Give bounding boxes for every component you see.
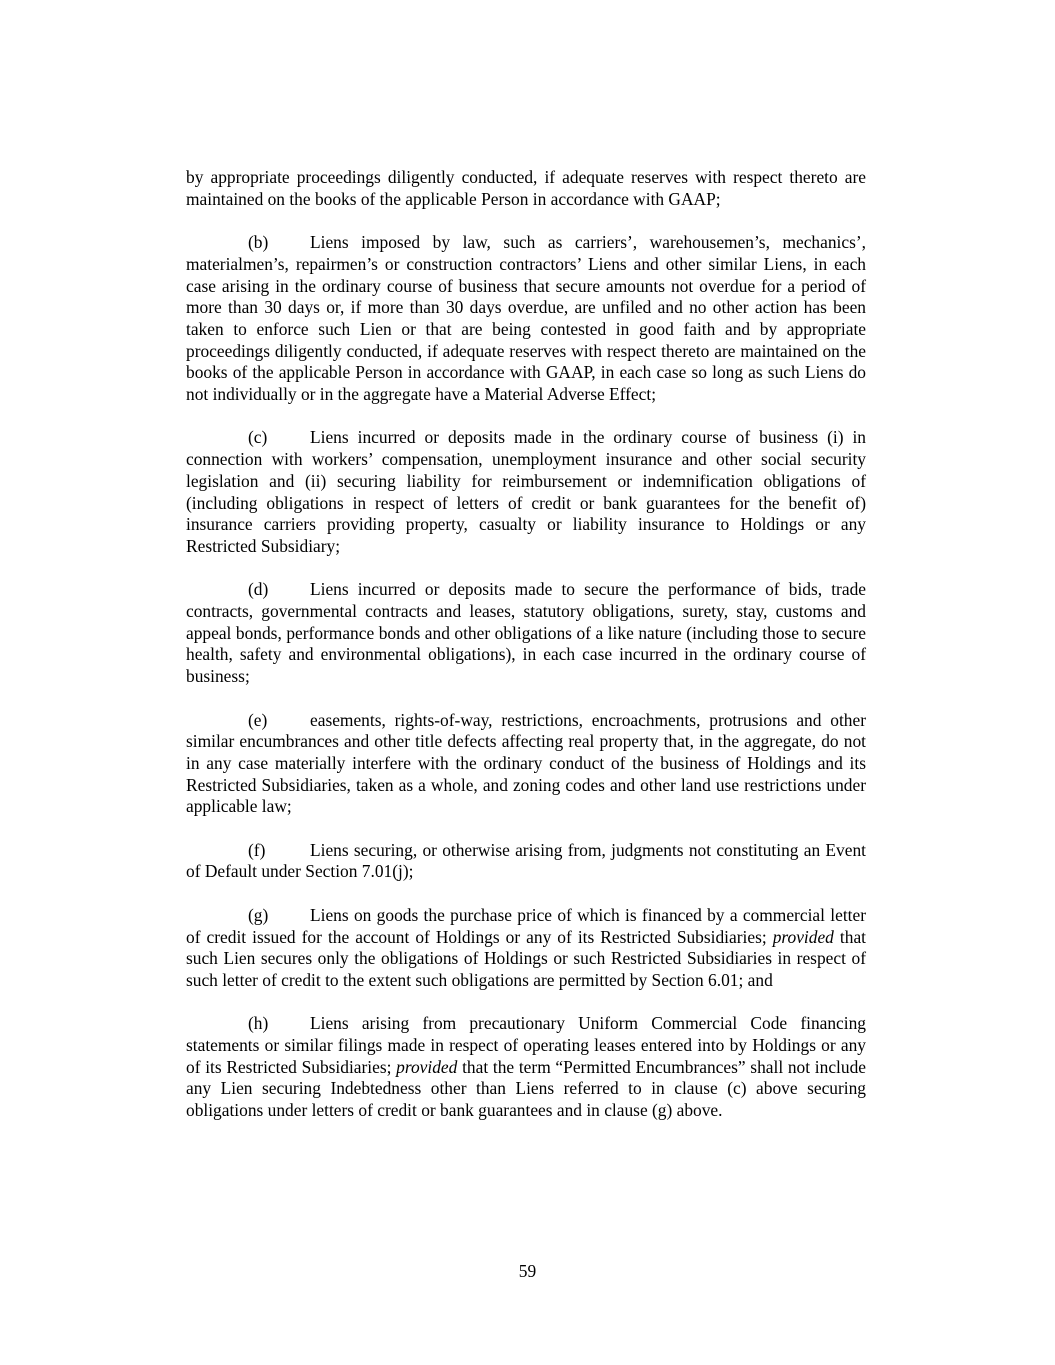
clause-text-after: that such Lien secures only the obligations of Holdings or such Restricted Subsidiaries in respect of such letter of credit to the extent such obligations are permitted by Section 6.01; and (186, 926, 866, 990)
clause-text: easements, rights-of-way, restrictions, encroachments, protrusions and other similar encumbrances and other title defects affecting real property that, in the aggregate, do not in any case materially interfere with the ordinary conduct of the business of Holdings and its Restricted Subsidiaries, taken as a whole, and zoning codes and other land use restrictions under applicable law; (186, 709, 866, 817)
clause-text-after: that the term “Permitted Encumbrances” shall not include any Lien securing Indebtedness other than Liens referred to in clause (c) above securing obligations under letters of credit or bank guarantees and in clause (g) above. (186, 1056, 866, 1121)
clause-text: Liens incurred or deposits made to secure the performance of bids, trade contracts, governmental contracts and leases, statutory obligations, surety, stay, customs and appeal bonds, performance bonds and other obligations of a like nature (including those to secure health, safety and environmental obligations), in each case incurred in the ordinary course of business; (186, 579, 866, 687)
clause-label: (g) (248, 904, 269, 925)
clause-b (186, 232, 866, 406)
clause-label: (f) (248, 839, 266, 860)
emphasis-provided: provided (772, 926, 834, 947)
clause-g (186, 905, 866, 992)
continuation-text: by appropriate proceedings diligently conducted, if adequate reserves with respect thereto are maintained on the books of the applicable Person in accordance with GAAP; (186, 167, 866, 209)
clause-f (186, 840, 866, 883)
clause-h (186, 1013, 866, 1122)
clause-label: (d) (248, 579, 269, 600)
clause-text: Liens imposed by law, such as carriers’, warehousemen’s, mechanics’, materialmen’s, repairmen’s or construction contractors’ Liens and other similar Liens, in each case arising in the ordinary course of business that secure amounts not overdue for a period of more than 30 days or, if more than 30 days overdue, are unfiled and no other action has been taken to enforce such Lien or that are being contested in good faith and by appropriate proceedings diligently conducted, if adequate reserves with respect thereto are maintained on the books of the applicable Person in accordance with GAAP, in each case so long as such Liens do not individually or in the aggregate have a Material Adverse Effect; (186, 232, 866, 405)
clause-text-before: Liens on goods the purchase price of which is financed by a commercial letter of credit issued for the account of Holdings or any of its Restricted Subsidiaries; (186, 904, 866, 947)
clause-label: (h) (248, 1013, 269, 1034)
emphasis-provided: provided (396, 1056, 458, 1077)
clause-text: Liens securing, or otherwise arising from, judgments not constituting an Event of Default under Section 7.01(j); (186, 839, 866, 882)
page-number: 59 (518, 1261, 537, 1281)
clause-label: (e) (248, 709, 268, 730)
clause-text-before: Liens arising from precautionary Uniform Commercial Code financing statements or similar filings made in respect of operating leases entered into by Holdings or any of its Restricted Subsidiaries; (186, 1013, 866, 1077)
clause-c (186, 427, 866, 557)
clause-text: Liens incurred or deposits made in the ordinary course of business (i) in connection with workers’ compensation, unemployment insurance and other social security legislation and (ii) securing liability for reimbursement or indemnification obligations of (including obligations in respect of letters of credit or bank guarantees for the benefit of) insurance carriers providing property, casualty or liability insurance to Holdings or any Restricted Subsidiary; (186, 427, 866, 556)
clause-e (186, 710, 866, 819)
clause-label: (c) (248, 427, 268, 448)
clause-d (186, 579, 866, 688)
clause-label: (b) (248, 232, 269, 253)
document-body (186, 167, 866, 1144)
continuation-paragraph (186, 167, 866, 210)
